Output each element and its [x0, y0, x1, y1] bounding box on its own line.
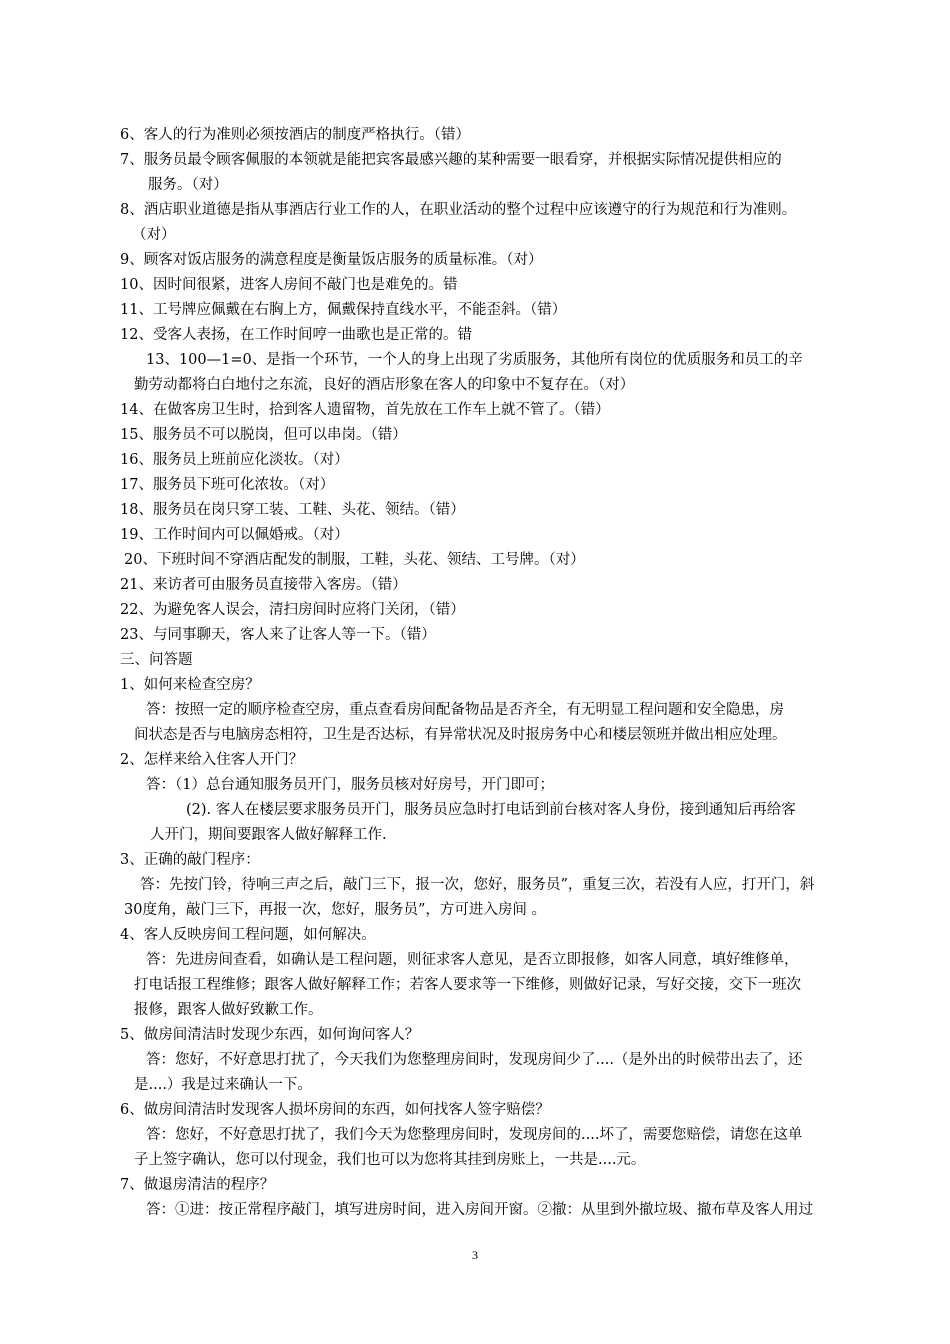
answer-line: 答：您好，不好意思打扰了，今天我们为您整理房间时，发现房间少了....（是外出的时候带出去了，还 — [146, 1052, 803, 1068]
text-line: 11、工号牌应佩戴在右胸上方，佩戴保持直线水平，不能歪斜。（错） — [120, 302, 567, 318]
answer-line: 答：先按门铃，待响三声之后，敲门三下，报一次，您好，服务员”，重复三次，若没有人应，打开门，斜 — [140, 877, 815, 893]
text-line: 13、100—1=0、是指一个环节，一个人的身上出现了劣质服务，其他所有岗位的优质服务和员工的辛 — [146, 352, 803, 368]
text-line: 7、服务员最令顾客佩服的本领就是能把宾客最感兴趣的某种需要一眼看穿，并根据实际情况提供相应的 — [120, 152, 782, 168]
section-heading: 三、问答题 — [120, 652, 193, 668]
answer-line: 是....）我是过来确认一下。 — [134, 1077, 312, 1093]
answer-line: 间状态是否与电脑房态相符，卫生是否达标，有异常状况及时报房务中心和楼层领班并做出相应处理。 — [134, 727, 787, 743]
text-line: 9、顾客对饭店服务的满意程度是衡量饭店服务的质量标准。（对） — [120, 252, 543, 268]
text-line: （对） — [132, 227, 176, 243]
answer-line: (2). 客人在楼层要求服务员开门，服务员应急时打电话到前台核对客人身份，接到通知后再给客 — [186, 802, 796, 818]
question: 5、做房间清洁时发现少东西，如何询问客人？ — [120, 1027, 420, 1043]
question: 6、做房间清洁时发现客人损坏房间的东西，如何找客人签字赔偿？ — [120, 1102, 550, 1118]
text-line: 勤劳动都将白白地付之东流，良好的酒店形象在客人的印象中不复存在。（对） — [134, 377, 635, 393]
text-line: 8、酒店职业道德是指从事酒店行业工作的人，在职业活动的整个过程中应该遵守的行为规范和行为准则。 — [120, 202, 797, 218]
text-line: 12、受客人表扬，在工作时间哼一曲歌也是正常的。错 — [120, 327, 472, 343]
text-line: 17、服务员下班可化浓妆。（对） — [120, 477, 335, 493]
text-line: 20、下班时间不穿酒店配发的制服，工鞋，头花、领结、工号牌。（对） — [124, 552, 585, 568]
answer-line: 答：您好，不好意思打扰了，我们今天为您整理房间时，发现房间的....坏了，需要您赔偿，请您在这单 — [146, 1127, 803, 1143]
answer-line: 答：先进房间查看，如确认是工程问题，则征求客人意见，是否立即报修，如客人同意，填好维修单， — [146, 952, 799, 968]
text-line: 15、服务员不可以脱岗，但可以串岗。（错） — [120, 427, 407, 443]
question: 2、怎样来给入住客人开门？ — [120, 752, 304, 768]
text-line: 18、服务员在岗只穿工装、工鞋、头花、领结。（错） — [120, 502, 465, 518]
text-line: 16、服务员上班前应化淡妆。（对） — [120, 452, 349, 468]
text-line: 6、客人的行为准则必须按酒店的制度严格执行。（错） — [120, 127, 470, 143]
question: 3、正确的敲门程序： — [120, 852, 260, 868]
text-line: 14、在做客房卫生时，拾到客人遗留物，首先放在工作车上就不管了。（错） — [120, 402, 610, 418]
text-line: 22、为避免客人误会，清扫房间时应将门关闭，（错） — [120, 602, 465, 618]
answer-line: 打电话报工程维修；跟客人做好解释工作；若客人要求等一下维修，则做好记录，写好交接，交下一班次 — [134, 977, 801, 993]
page-number: 3 — [472, 1248, 478, 1262]
question: 4、客人反映房间工程问题，如何解决。 — [120, 927, 376, 943]
text-line: 服务。（对） — [148, 177, 228, 193]
question: 7、做退房清洁的程序？ — [120, 1177, 275, 1193]
text-line: 23、与同事聊天，客人来了让客人等一下。（错） — [120, 627, 436, 643]
answer-line: 报修，跟客人做好致歉工作。 — [134, 1002, 323, 1018]
answer-line: 30度角，敲门三下，再报一次，您好，服务员”，方可进入房间 。 — [124, 902, 546, 918]
answer-line: 人开门，期间要跟客人做好解释工作. — [150, 827, 387, 843]
text-line: 21、来访者可由服务员直接带入客房。（错） — [120, 577, 407, 593]
text-line: 10、因时间很紧，进客人房间不敲门也是难免的。错 — [120, 277, 458, 293]
answer-line: 答：按照一定的顺序检查空房，重点查看房间配备物品是否齐全，有无明显工程问题和安全隐患，房 — [146, 702, 784, 718]
answer-line: 答：①进：按正常程序敲门，填写进房时间，进入房间开窗。②撤：从里到外撤垃圾、撤布草及客人用过 — [146, 1202, 813, 1218]
question: 1、如何来检查空房？ — [120, 677, 260, 693]
text-line: 19、工作时间内可以佩婚戒。（对） — [120, 527, 349, 543]
answer-line: 子上签字确认，您可以付现金，我们也可以为您将其挂到房账上，一共是....元。 — [134, 1152, 646, 1168]
answer-line: 答：（1）总台通知服务员开门，服务员核对好房号，开门即可； — [146, 777, 554, 793]
